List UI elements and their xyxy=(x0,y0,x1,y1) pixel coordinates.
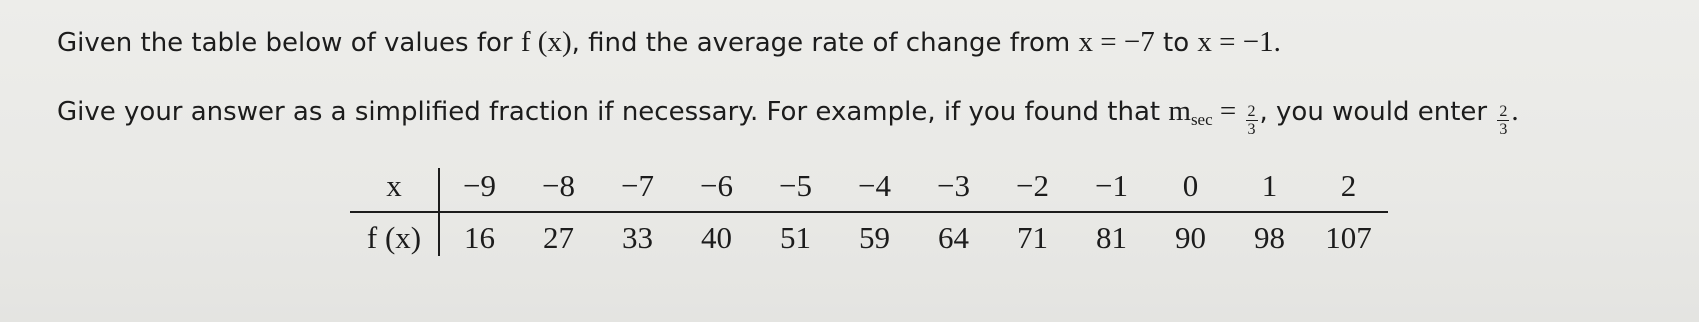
fx-value: 33 xyxy=(622,220,653,255)
fx-header: f (x) xyxy=(350,212,439,256)
slope-subscript: sec xyxy=(1190,110,1213,129)
question-text: , find the average rate of change from xyxy=(571,28,1079,58)
fx-value: 16 xyxy=(464,220,495,255)
fx-value: 40 xyxy=(701,220,732,255)
x-row xyxy=(350,168,1388,212)
sentence-period: . xyxy=(1511,95,1519,127)
question-text: to xyxy=(1154,28,1198,58)
slope-variable: m xyxy=(1168,95,1191,127)
fx-value: 81 xyxy=(1096,220,1127,255)
x-value: −3 xyxy=(914,168,993,212)
fx-value: 64 xyxy=(938,220,969,255)
example-answer-fraction xyxy=(1497,103,1509,138)
fx-value: 98 xyxy=(1254,220,1285,255)
secant-slope-symbol xyxy=(1168,95,1212,127)
fraction-denominator: 3 xyxy=(1499,121,1508,138)
example-fraction xyxy=(1246,103,1258,138)
fraction-denominator: 3 xyxy=(1247,121,1256,138)
fx-value: 90 xyxy=(1175,220,1206,255)
x-value: −6 xyxy=(677,168,756,212)
x-value: −9 xyxy=(439,168,519,212)
x-value: −5 xyxy=(756,168,835,212)
fraction-numerator: 2 xyxy=(1247,103,1256,120)
interval-start: x = −7 xyxy=(1078,26,1155,58)
values-table xyxy=(350,168,1388,256)
x-value: 2 xyxy=(1309,168,1388,212)
x-value: −2 xyxy=(993,168,1072,212)
fx-value: 71 xyxy=(1017,220,1048,255)
question-text: Given the table below of values for xyxy=(57,28,521,58)
instruction-text: Give your answer as a simplified fraction if necessary. For example, if you found that xyxy=(57,97,1169,127)
sentence-period: . xyxy=(1273,26,1281,58)
fx-row xyxy=(350,212,1388,256)
fx-value: 107 xyxy=(1325,220,1372,255)
x-value: 0 xyxy=(1151,168,1230,212)
x-value: −8 xyxy=(519,168,598,212)
x-value: −7 xyxy=(598,168,677,212)
instruction-text: , you would enter xyxy=(1259,97,1496,127)
x-value: −1 xyxy=(1072,168,1151,212)
fraction-numerator: 2 xyxy=(1499,103,1508,120)
fx-value: 51 xyxy=(780,220,811,255)
x-header: x xyxy=(350,168,439,212)
question-line-2 xyxy=(57,95,1519,138)
function-notation: f (x) xyxy=(520,26,572,58)
fx-value: 59 xyxy=(859,220,890,255)
x-value: −4 xyxy=(835,168,914,212)
interval-end: x = −1 xyxy=(1197,26,1274,58)
equals-sign: = xyxy=(1212,95,1244,127)
question-line-1 xyxy=(57,26,1281,59)
x-value: 1 xyxy=(1230,168,1309,212)
fx-value: 27 xyxy=(543,220,574,255)
